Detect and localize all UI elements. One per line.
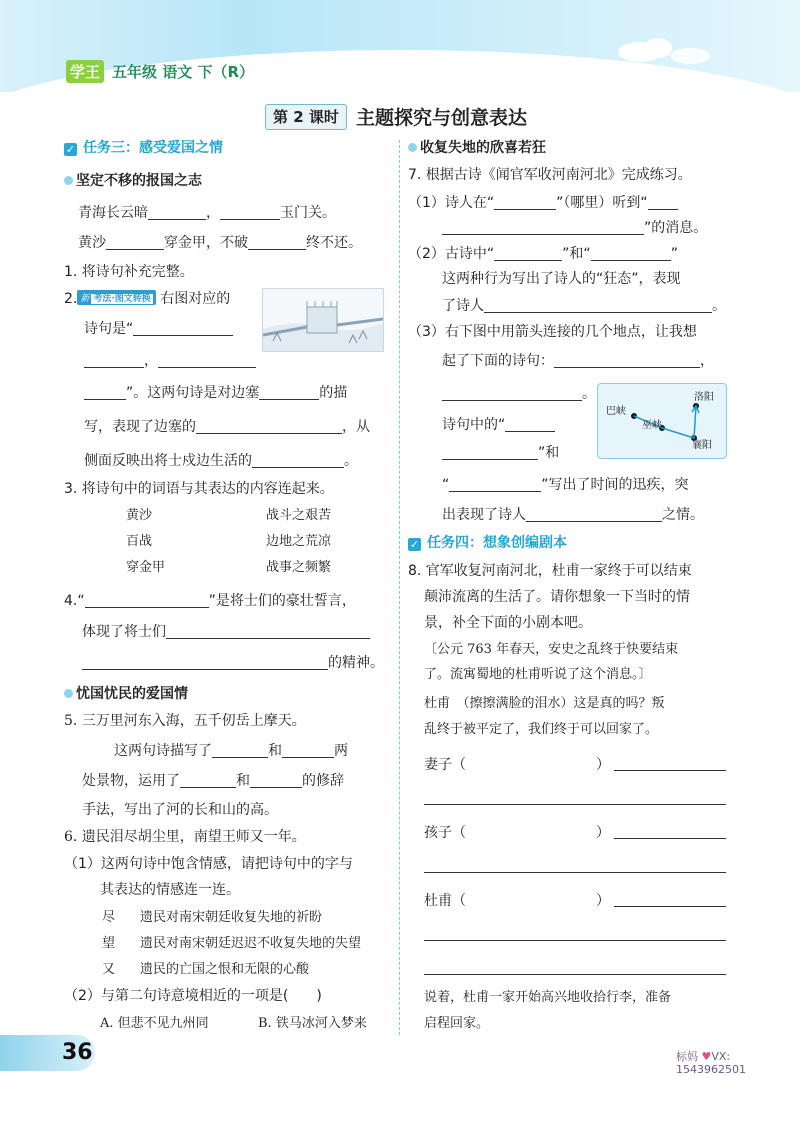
script-dufu-line-2: 乱终于被平定了，我们终于可以回家了。 (424, 722, 659, 737)
text: ，从 (342, 419, 370, 435)
question-6-poem: 6. 遗民泪尽胡尘里，南望王师又一年。 (64, 829, 306, 845)
text: 诗句中的“ (442, 417, 506, 433)
q7-part-2b: 这两种行为写出了诗人的“狂态”，表现 (442, 271, 681, 287)
blank[interactable] (84, 353, 144, 368)
question-2-line-d (84, 382, 347, 402)
blank[interactable] (449, 477, 541, 492)
q7-part-3b (442, 350, 714, 370)
question-2-head (64, 288, 230, 308)
question-5-line-2 (82, 770, 344, 790)
blank[interactable] (248, 235, 306, 250)
poem-line-1 (78, 202, 336, 222)
q7-part-3a: （3）右下图中用箭头连接的几个地点，让我想 (408, 324, 697, 340)
blank[interactable] (158, 353, 256, 368)
text: 的修辞 (302, 773, 344, 789)
question-6-part-1b: 其表达的情感连一连。 (100, 882, 240, 898)
answer-line[interactable] (614, 770, 726, 771)
text: ”和 (538, 445, 560, 461)
map-place-wuxia: 巫峡 (642, 420, 662, 431)
question-4-line-3 (82, 652, 384, 672)
blank[interactable] (526, 507, 662, 522)
blank[interactable] (133, 321, 233, 336)
subheading-joy (408, 137, 546, 157)
watermark-line-1 (676, 1050, 746, 1063)
question-8-c: 景，补全下面的小剧本吧。 (424, 615, 592, 631)
blank[interactable] (442, 386, 582, 401)
script-ending-1: 说着，杜甫一家开始高兴地收拾行李，准备 (424, 990, 672, 1005)
script-direction-1: 〔公元 763 年春天，安史之乱终于快要结束 (424, 642, 679, 657)
new-badge (77, 290, 155, 305)
question-6-part-1a: （1）这两句诗中饱含情感，请把诗句中的字与 (64, 856, 353, 872)
question-5-line-1 (114, 740, 348, 760)
subheading-label: 坚定不移的报国之志 (76, 173, 202, 189)
text: VX: (711, 1050, 731, 1063)
q7-part-2a (408, 243, 678, 263)
page-number: 36 (62, 1040, 93, 1065)
blank[interactable] (442, 445, 538, 460)
text: 2. (64, 291, 78, 307)
question-1: 1. 将诗句补充完整。 (64, 264, 194, 280)
match-right-1[interactable]: 边地之荒凉 (266, 534, 332, 549)
map-place-xiangyang: 襄阳 (692, 440, 712, 451)
text: “ (442, 477, 450, 493)
question-6-part-2: （2）与第二句诗意境相近的一项是( ) (64, 988, 322, 1004)
text: （1）诗人在“ (408, 195, 495, 211)
match-left-0[interactable]: 黄沙 (126, 508, 153, 523)
role-wife: 妻子（ (424, 757, 466, 773)
text: 青海长云暗 (78, 205, 148, 221)
blank[interactable] (442, 220, 644, 235)
blank[interactable] (494, 246, 562, 261)
q7-part-1b (442, 217, 707, 237)
heart-icon: ♥ (701, 1050, 712, 1063)
question-2-line-h (84, 450, 358, 470)
paren-close: ） (596, 825, 610, 841)
question-8-a: 8. 官军收复河南河北，杜甫一家终于可以结束 (408, 563, 692, 579)
question-7: 7. 根据古诗《闻官军收河南河北》完成练习。 (408, 167, 692, 183)
check-icon: ✓ (65, 143, 76, 156)
subheading-resolve (64, 170, 202, 190)
text: ”和“ (562, 246, 591, 262)
text: 起了下面的诗句： (442, 353, 554, 369)
match-right-2[interactable]: 战事之频繁 (266, 560, 332, 575)
map-place-baxia: 巴峡 (606, 406, 626, 417)
blank[interactable] (554, 353, 700, 368)
q7-part-3d (442, 414, 555, 434)
column-divider (399, 140, 400, 1035)
blank[interactable] (591, 246, 671, 261)
blank[interactable] (282, 743, 334, 758)
text: ”写出了时间的迅疾，突 (541, 477, 689, 493)
q6-char-2[interactable]: 又 (102, 962, 116, 977)
watermark-line-2: 1543962501 (676, 1063, 746, 1076)
text: 两 (334, 743, 348, 759)
match-right-0[interactable]: 战斗之艰苦 (266, 508, 332, 523)
question-2-line-b (84, 318, 233, 338)
text: 考法·图文转换 (93, 294, 151, 304)
answer-line[interactable] (614, 906, 726, 907)
page-title: 主题探究与创意表达 (356, 107, 528, 129)
blank[interactable] (84, 385, 126, 400)
text: 出表现了诗人 (442, 507, 526, 523)
blank[interactable] (85, 593, 209, 608)
q6-char-1[interactable]: 望 (102, 936, 116, 951)
text: 新 (80, 294, 90, 304)
blank[interactable] (220, 205, 280, 220)
q6-emotion-2[interactable]: 遗民的亡国之恨和无限的心酸 (140, 962, 310, 977)
text: 了诗人 (442, 298, 484, 314)
question-5-poem: 5. 三万里河东入海，五千仞岳上摩天。 (64, 713, 306, 729)
watermark (676, 1050, 746, 1076)
text: 的精神。 (328, 655, 384, 671)
q7-part-3g (442, 504, 704, 524)
q7-part-3f (442, 474, 689, 494)
map-place-luoyang: 洛阳 (694, 392, 714, 403)
answer-line[interactable] (424, 872, 726, 873)
text: ”（哪里）听到“ (556, 195, 648, 211)
answer-line[interactable] (424, 804, 726, 805)
q6-emotion-1[interactable]: 遗民对南宋朝廷迟迟不收复失地的失望 (140, 936, 362, 951)
text: ， (144, 353, 158, 369)
paren-close: ） (596, 893, 610, 909)
q7-part-1a (408, 192, 678, 212)
lesson-label: 第 2 课时 (265, 104, 347, 130)
text: 。 (712, 298, 726, 314)
grade-label: 五年级 语文 下（R） (112, 63, 254, 81)
text: 玉门关。 (280, 205, 336, 221)
q7-part-2c (442, 295, 726, 315)
option-b[interactable]: B. 铁马冰河入梦来 (258, 1016, 367, 1031)
blank[interactable] (148, 205, 206, 220)
great-wall-image (263, 289, 383, 351)
q7-part-3c (442, 383, 596, 403)
task-four-label: 任务四：想象创编剧本 (427, 535, 567, 551)
blank[interactable] (259, 385, 319, 400)
blank[interactable] (82, 655, 328, 670)
poem-line-2 (78, 232, 362, 252)
text: 侧面反映出将士戍边生活的 (84, 453, 252, 469)
question-8-b: 颠沛流离的生活了。请你想象一下当时的情 (424, 589, 690, 605)
task-four-heading (408, 532, 567, 552)
question-4-line-2 (82, 621, 370, 641)
paren-close: ） (596, 757, 610, 773)
answer-line[interactable] (424, 974, 726, 975)
blank[interactable] (106, 235, 164, 250)
text: 黄沙 (78, 235, 106, 251)
script-ending-2: 启程回家。 (424, 1016, 490, 1031)
answer-line[interactable] (614, 838, 726, 839)
blank[interactable] (212, 743, 268, 758)
check-icon: ✓ (409, 538, 420, 551)
q6-emotion-0[interactable]: 遗民对南宋朝廷收复失地的祈盼 (140, 910, 323, 925)
blank[interactable] (180, 773, 236, 788)
question-5-line-3: 手法，写出了河的长和山的高。 (82, 802, 278, 818)
text: 。 (344, 453, 358, 469)
text: 和 (236, 773, 250, 789)
bullet-icon (64, 689, 73, 698)
blank[interactable] (196, 419, 342, 434)
blank[interactable] (166, 624, 370, 639)
role-dufu: 杜甫（ (424, 893, 466, 909)
text: ”。这两句诗是对边塞 (126, 385, 260, 401)
text: ”是将士们的豪壮誓言， (208, 593, 356, 609)
question-4-line-1 (64, 590, 356, 610)
text: 。 (582, 386, 596, 402)
task-three-heading (64, 137, 223, 157)
q6-char-0[interactable]: 尽 (102, 910, 116, 925)
text: ”的消息。 (644, 220, 708, 236)
text: ” (670, 246, 678, 262)
text: 终不还。 (306, 235, 362, 251)
frontier-illustration (262, 288, 384, 352)
blank[interactable] (648, 195, 678, 210)
text: 穿金甲，不破 (164, 235, 248, 251)
text: 诗句是“ (84, 321, 134, 337)
text: 4.“ (64, 593, 85, 609)
text: 这两句诗描写了 (114, 743, 212, 759)
question-2-line-f (84, 416, 370, 436)
text: ， (700, 353, 714, 369)
subheading-label: 收复失地的欣喜若狂 (420, 140, 546, 156)
blank[interactable] (505, 417, 555, 432)
subheading-label: 忧国忧民的爱国情 (76, 686, 188, 702)
blank[interactable] (252, 453, 344, 468)
text: 写，表现了边塞的 (84, 419, 196, 435)
brand-logo: 学王 (66, 60, 104, 83)
blank[interactable] (494, 195, 556, 210)
blank[interactable] (250, 773, 302, 788)
text: 标妈 (676, 1050, 698, 1063)
answer-line[interactable] (424, 940, 726, 941)
bullet-icon (64, 176, 73, 185)
question-3: 3. 将诗句中的词语与其表达的内容连起来。 (64, 481, 334, 497)
text: 处景物，运用了 (82, 773, 180, 789)
text: 体现了将士们 (82, 624, 166, 640)
text: 的描 (319, 385, 348, 401)
script-direction-2: 了。流寓蜀地的杜甫听说了这个消息。〕 (424, 667, 652, 682)
text: 右图对应的 (160, 291, 231, 307)
blank[interactable] (484, 298, 712, 313)
text: ， (206, 205, 220, 221)
q7-part-3e (442, 442, 559, 462)
role-child: 孩子（ (424, 825, 466, 841)
route-map (597, 383, 727, 459)
subheading-concern (64, 683, 188, 703)
script-dufu-line-1: 杜甫 （擦擦满脸的泪水）这是真的吗？叛 (424, 696, 665, 711)
text: 之情。 (662, 507, 704, 523)
match-left-1[interactable]: 百战 (126, 534, 153, 549)
task-three-label: 任务三：感受爱国之情 (83, 140, 223, 156)
match-left-2[interactable]: 穿金甲 (126, 560, 166, 575)
question-2-line-c (84, 350, 256, 370)
option-a[interactable]: A. 但悲不见九州同 (100, 1016, 209, 1031)
text: 和 (268, 743, 282, 759)
text: （2）古诗中“ (408, 246, 495, 262)
bullet-icon (408, 143, 417, 152)
